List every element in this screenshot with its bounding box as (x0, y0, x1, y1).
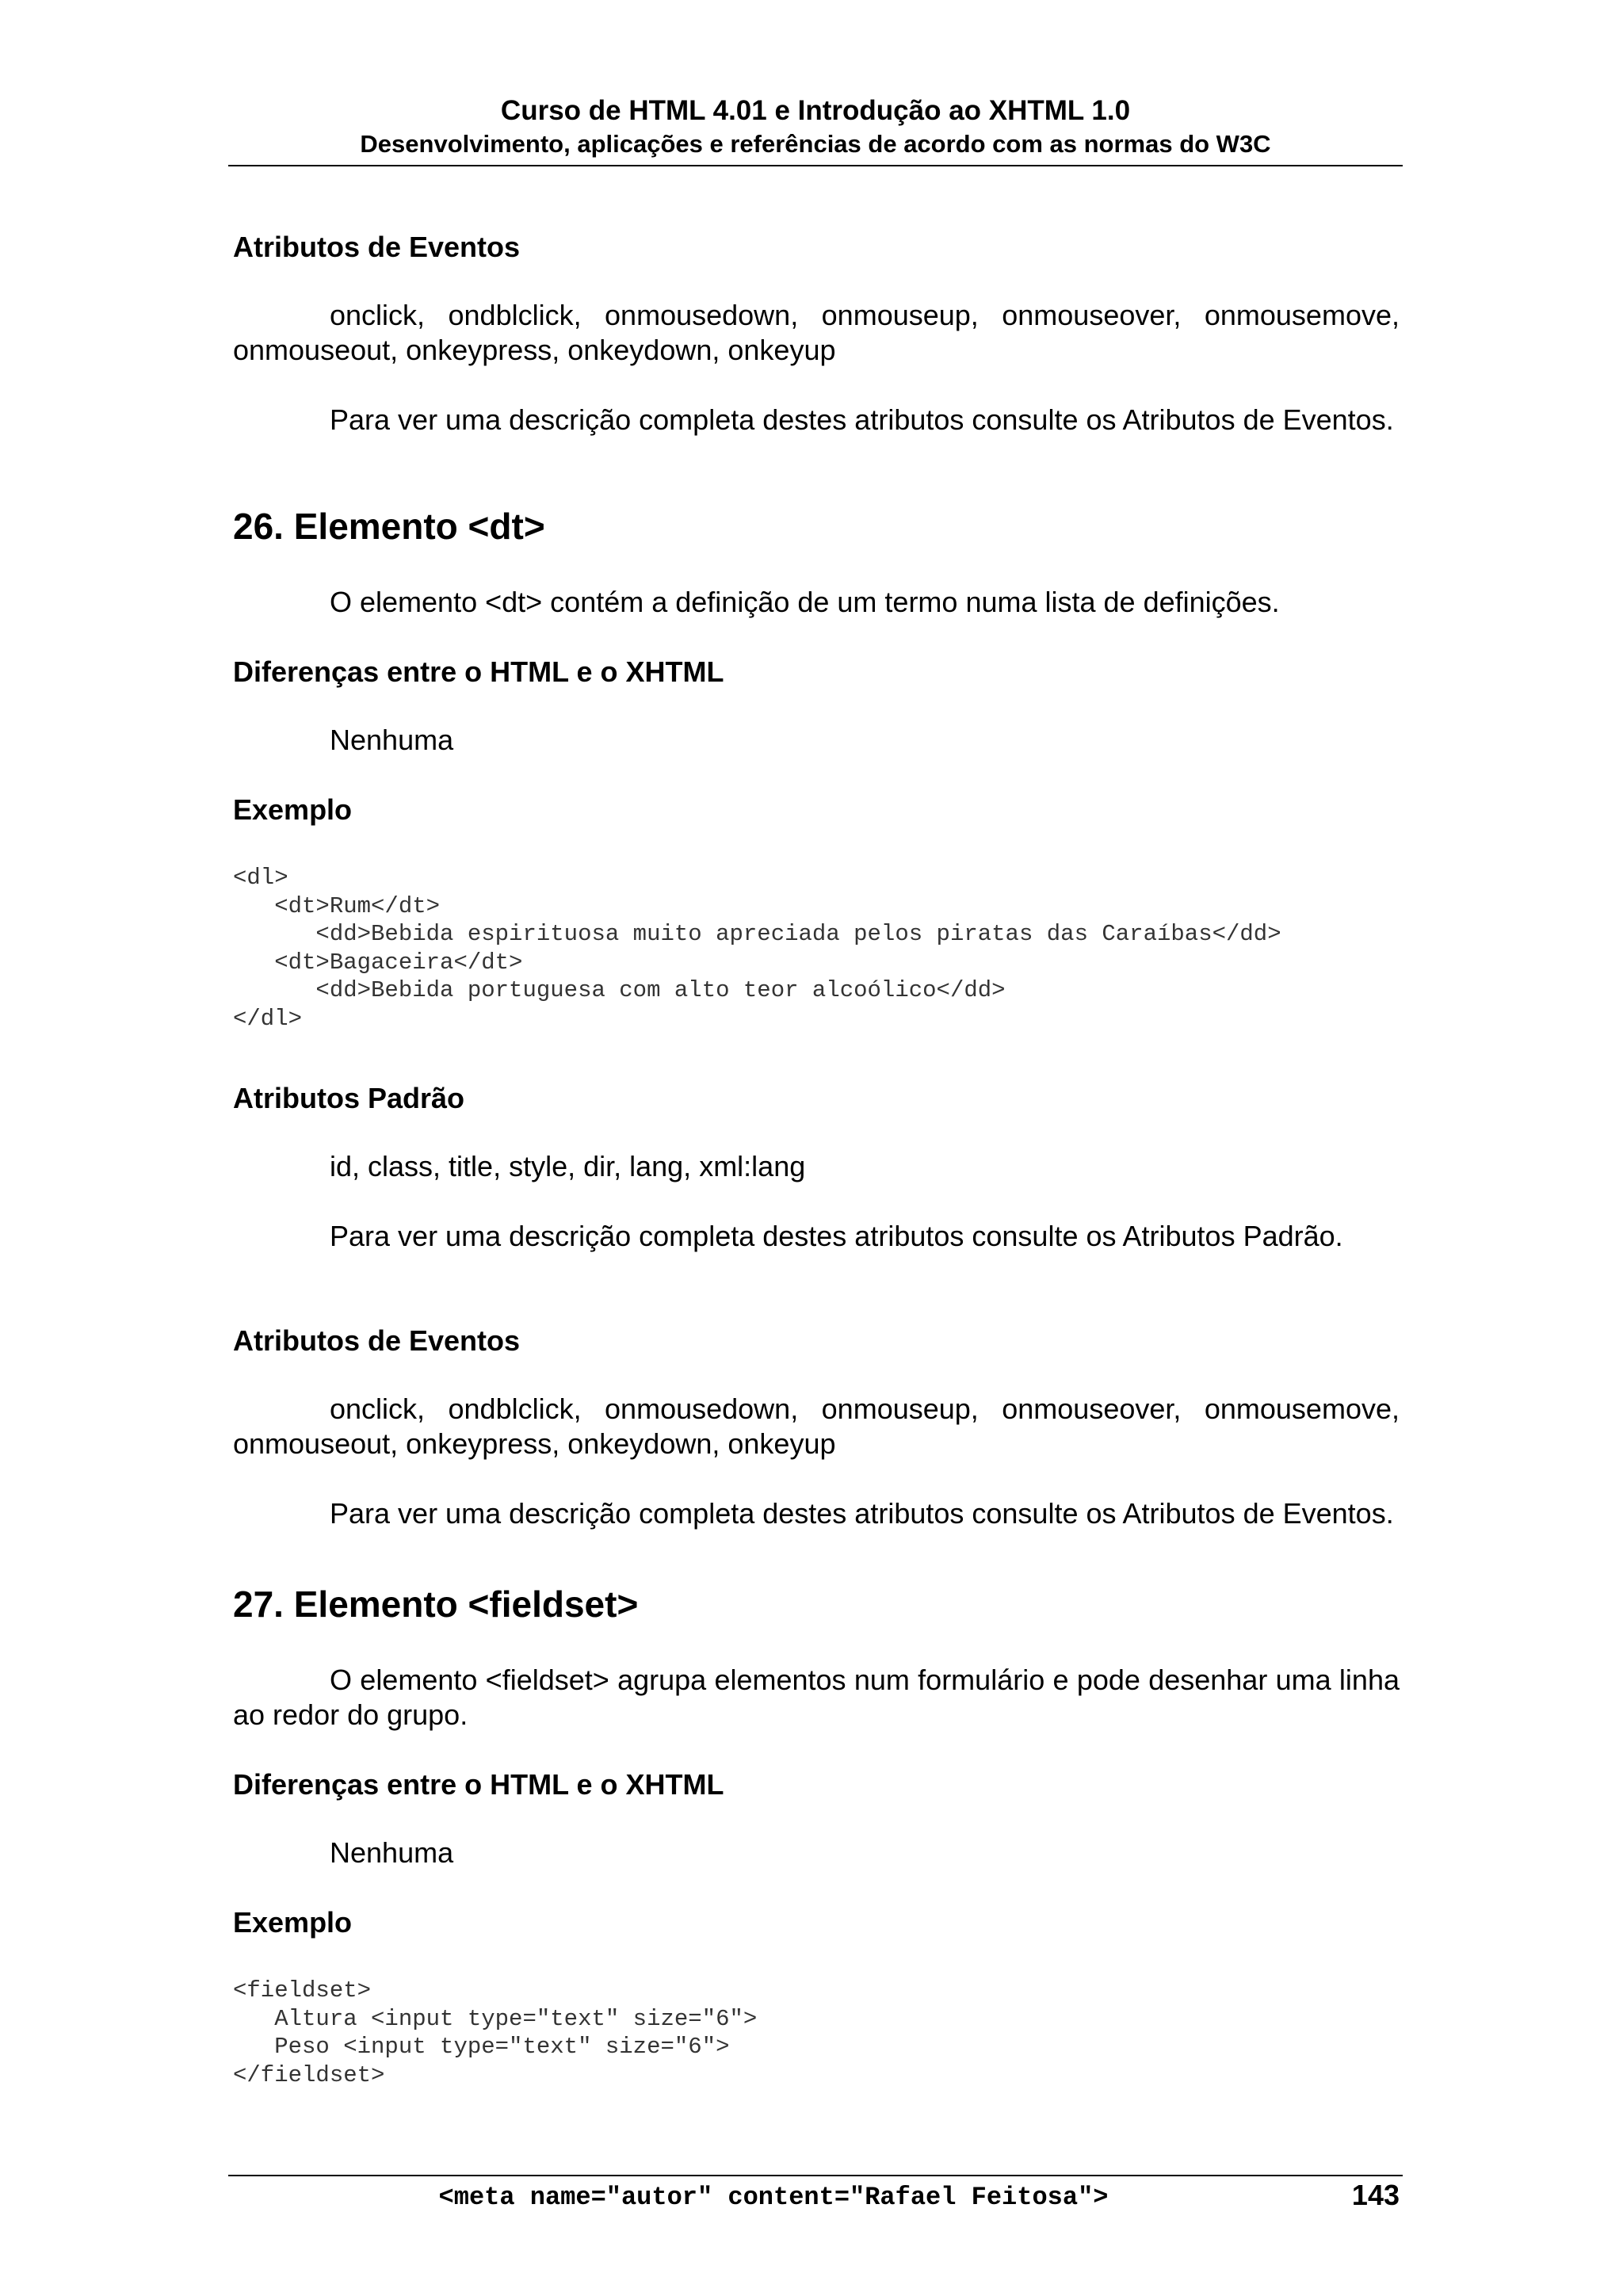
dt-events-description: Para ver uma descrição completa destes atributos consulte os Atributos de Eventos. (330, 1497, 1394, 1530)
header-rule (228, 165, 1403, 166)
dt-events-heading: Atributos de Eventos (233, 1324, 521, 1357)
dt-example-heading: Exemplo (233, 793, 353, 826)
dt-standard-attrs-heading: Atributos Padrão (233, 1082, 465, 1114)
dt-events-list: onclick, ondblclick, onmousedown, onmouseup, onmouseover, onmousemove, onmouseout, onkeypress, onkeydown, onkeyup (233, 1392, 1400, 1460)
section-heading-fieldset: 27. Elemento <fieldset> (233, 1584, 639, 1625)
page-header (228, 94, 1403, 160)
dt-diff-value: Nenhuma (330, 724, 454, 756)
footer-rule (228, 2175, 1403, 2176)
fieldset-diff-heading: Diferenças entre o HTML e o XHTML (233, 1768, 724, 1801)
header-title: Curso de HTML 4.01 e Introdução ao XHTML 1.0 (500, 95, 1131, 126)
dt-standard-attrs-description: Para ver uma descrição completa destes atributos consulte os Atributos Padrão. (330, 1220, 1343, 1252)
events-description-top: Para ver uma descrição completa destes atributos consulte os Atributos de Eventos. (330, 403, 1394, 436)
section-heading-dt: 26. Elemento <dt> (233, 506, 545, 547)
page-number: 143 (1351, 2179, 1400, 2211)
dt-description: O elemento <dt> contém a definição de um termo numa lista de definições. (330, 586, 1280, 618)
fieldset-description: O elemento <fieldset> agrupa elementos num formulário e pode desenhar uma linha ao redor do grupo. (233, 1664, 1400, 1731)
fieldset-diff-value: Nenhuma (330, 1836, 454, 1869)
fieldset-code-example: <fieldset> Altura <input type="text" size="6"> Peso <input type="text" size="6"> </fieldset> (233, 1977, 758, 2088)
footer-author-meta: <meta name="autor" content="Rafael Feitosa"> (438, 2183, 1109, 2212)
events-heading-top: Atributos de Eventos (233, 231, 521, 263)
events-list-top: onclick, ondblclick, onmousedown, onmouseup, onmouseover, onmousemove, onmouseout, onkeypress, onkeydown, onkeyup (233, 299, 1400, 366)
dt-diff-heading: Diferenças entre o HTML e o XHTML (233, 655, 724, 688)
dt-code-example: <dl> <dt>Rum</dt> <dd>Bebida espirituosa muito apreciada pelos piratas das Caraíbas</dd> <dt>Bagaceira</dt> <dd>Bebida portuguesa com alto teor alcoólico</dd> </dl> (233, 865, 1281, 1032)
fieldset-example-heading: Exemplo (233, 1906, 353, 1939)
header-subtitle: Desenvolvimento, aplicações e referências de acordo com as normas do W3C (360, 130, 1271, 158)
dt-standard-attrs-list: id, class, title, style, dir, lang, xml:lang (330, 1150, 806, 1182)
